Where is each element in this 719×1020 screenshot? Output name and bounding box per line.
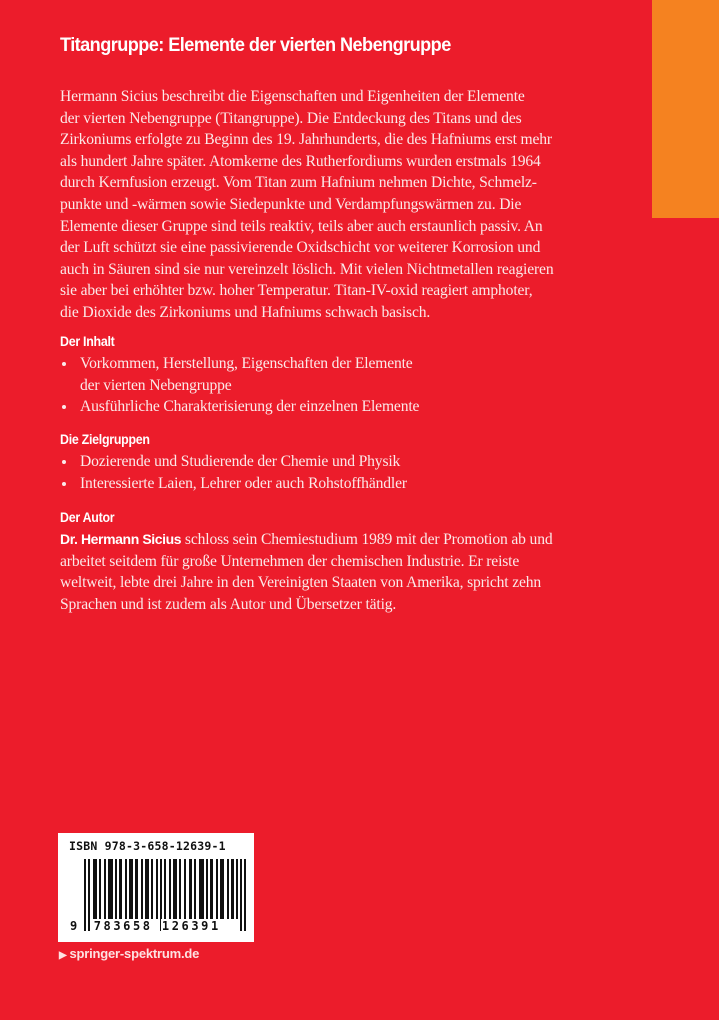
author-bio-line: arbeitet seitdem für große Unternehmen der chemischen Industrie. Er reiste [60,552,520,570]
ean-right-digits: 126391 [161,919,221,933]
ean-first-digit: 9 [70,919,78,933]
cover-title: Titangruppe: Elemente der vierten Nebengruppe [60,34,451,56]
description-line: die Dioxide des Zirkoniums und Hafniums schwach basisch. [60,303,431,321]
website-url[interactable]: springer-spektrum.de [69,946,200,961]
description-line: Elemente dieser Gruppe sind teils reaktiv, teils aber auch erstaunlich passiv. An [60,217,543,235]
description-line: als hundert Jahre später. Atomkerne des Rutherfordiums wurden erstmals 1964 [60,152,541,170]
description-line: durch Kernfusion erzeugt. Vom Titan zum Hafnium nehmen Dichte, Schmelz- [60,174,537,192]
list-item-text: Interessierte Laien, Lehrer oder auch Rohstoffhändler [80,474,407,492]
description-line: auch in Säuren sind sie nur vereinzelt löslich. Mit vielen Nichtmetallen reagieren [60,260,554,278]
inhalt-list [60,353,600,418]
list-item [60,396,600,418]
description-line: sie aber bei erhöhter bzw. hoher Temperatur. Titan-IV-oxid reagiert amphoter, [60,282,533,300]
author-bio-text: schloss sein Chemiestudium 1989 mit der Promotion ab und [181,531,553,548]
author-bio-line: Sprachen und ist zudem als Autor und Übersetzer tätig. [60,595,397,613]
isbn-label: ISBN 978-3-658-12639-1 [69,839,226,853]
description-line: punkte und -wärmen sowie Siedepunkte und Verdampfungswärmen zu. Die [60,195,522,213]
description-paragraph [60,86,600,324]
ean-digits [69,919,222,933]
list-item-text: Ausführliche Charakterisierung der einzelnen Elemente [80,398,420,416]
bullet-icon [62,460,66,464]
bullet-icon [62,482,66,486]
author-bio [60,529,620,615]
list-item-text: Vorkommen, Herstellung, Eigenschaften der Elemente [80,355,413,372]
list-item [60,353,600,396]
heading-der-autor: Der Autor [60,510,115,525]
heading-der-inhalt: Der Inhalt [60,334,115,349]
author-bio-line [60,529,620,551]
bullet-icon [62,362,66,366]
publisher-website-link[interactable] [59,946,199,961]
description-line: der Luft schützt sie eine passivierende Oxidschicht vor weiterer Korrosion und [60,239,541,257]
list-item [60,451,600,473]
heading-die-zielgruppen: Die Zielgruppen [60,432,150,447]
arrow-right-icon: ▶ [59,950,67,961]
isbn-barcode [58,833,254,942]
description-line: der vierten Nebengruppe (Titangruppe). Die Entdeckung des Titans und des [60,109,522,127]
description-line: Hermann Sicius beschreibt die Eigenschaften und Eigenheiten der Elemente [60,88,525,105]
orange-accent-block [652,0,719,218]
author-name: Dr. Hermann Sicius [60,531,182,547]
description-line: Zirkoniums erfolgte zu Beginn des 19. Jahrhunderts, die des Hafniums erst mehr [60,131,552,149]
bullet-icon [62,405,66,409]
author-bio-line: weltweit, lebte drei Jahre in den Vereinigten Staaten von Amerika, spricht zehn [60,574,542,592]
ean-left-digits: 783658 [93,919,153,933]
list-item [60,473,600,495]
zielgruppen-list [60,451,600,494]
list-item-text: Dozierende und Studierende der Chemie und Physik [80,453,401,470]
list-item-text: der vierten Nebengruppe [80,376,232,394]
